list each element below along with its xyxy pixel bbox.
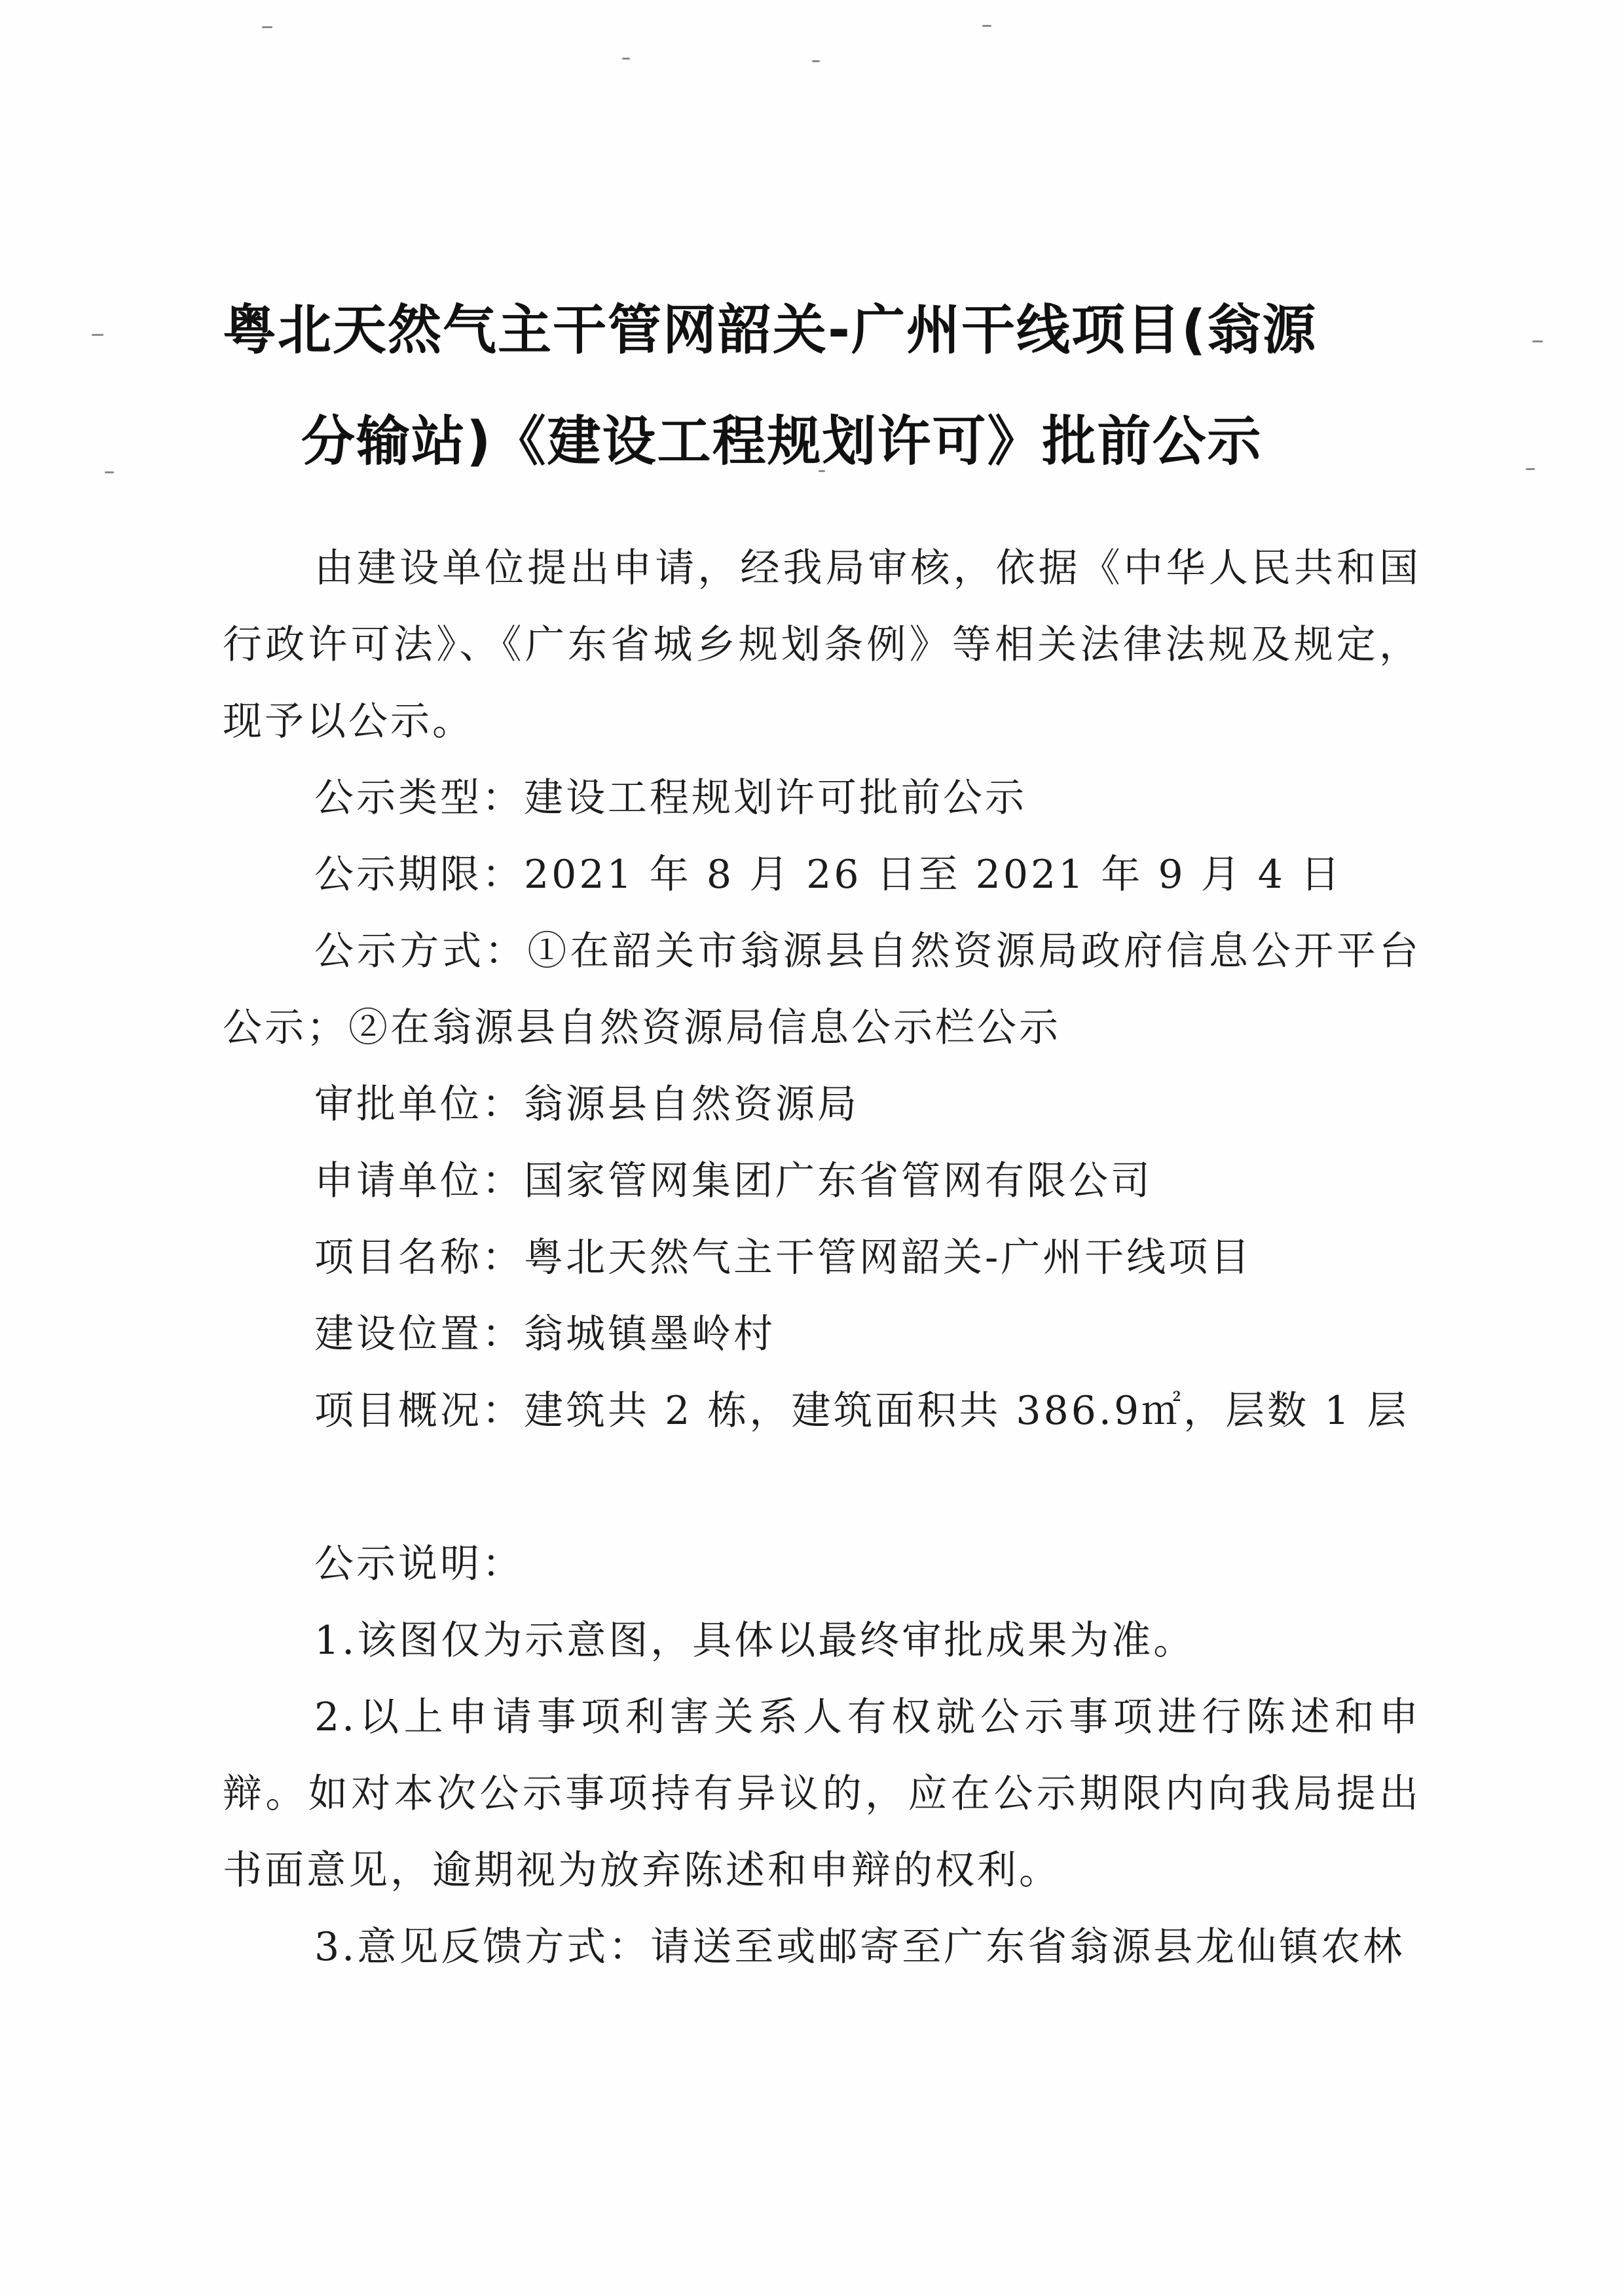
- field-notice-period: 公示期限：2021 年 8 月 26 日至 2021 年 9 月 4 日: [314, 852, 1343, 898]
- field-location: 建设位置：翁城镇墨岭村: [314, 1311, 775, 1357]
- section-spacer: [223, 1449, 1421, 1526]
- scan-speck: [262, 26, 272, 28]
- scan-speck: [92, 334, 103, 336]
- note-item-1: 1.该图仅为示意图，具体以最终审批成果为准。: [314, 1618, 1196, 1664]
- field-notice-method: 公示方式：①在韶关市翁源县自然资源局政府信息公开平台公示；②在翁源县自然资源局信息公示栏公示: [223, 928, 1421, 1051]
- title-line-2: 分输站)《建设工程规划许可》批前公示: [301, 410, 1263, 473]
- field-applicant: 申请单位：国家管网集团广东省管网有限公司: [314, 1158, 1153, 1204]
- title-line-1: 粤北天然气主干管网韶关-广州干线项目(翁源: [223, 299, 1318, 361]
- scan-speck: [105, 471, 114, 473]
- scan-speck: [1532, 340, 1543, 342]
- field-notice-type: 公示类型：建设工程规划许可批前公示: [314, 775, 1027, 821]
- field-project-overview: 项目概况：建筑共 2 栋，建筑面积共 386.9㎡，层数 1 层: [314, 1388, 1409, 1434]
- notes-heading: 公示说明：: [314, 1541, 524, 1587]
- intro-paragraph: 由建设单位提出申请，经我局审核，依据《中华人民共和国行政许可法》、《广东省城乡规划条例》等相关法律法规及规定，现予以公示。: [223, 545, 1421, 744]
- scan-speck: [982, 25, 991, 27]
- notice-body: [223, 530, 1421, 1986]
- field-approval-unit: 审批单位：翁源县自然资源局: [314, 1082, 859, 1127]
- field-project-name: 项目名称：粤北天然气主干管网韶关-广州干线项目: [314, 1235, 1253, 1281]
- scan-speck: [812, 60, 820, 62]
- note-item-3: 3.意见反馈方式：请送至或邮寄至广东省翁源县龙仙镇农林: [314, 1924, 1405, 1970]
- scan-speck: [1526, 468, 1535, 470]
- scan-speck: [622, 58, 630, 60]
- page-title: [223, 275, 1467, 498]
- note-item-2: 2.以上申请事项利害关系人有权就公示事项进行陈述和申辩。如对本次公示事项持有异议的，应在公示期限内向我局提出书面意见，逾期视为放弃陈述和申辩的权利。: [223, 1694, 1421, 1893]
